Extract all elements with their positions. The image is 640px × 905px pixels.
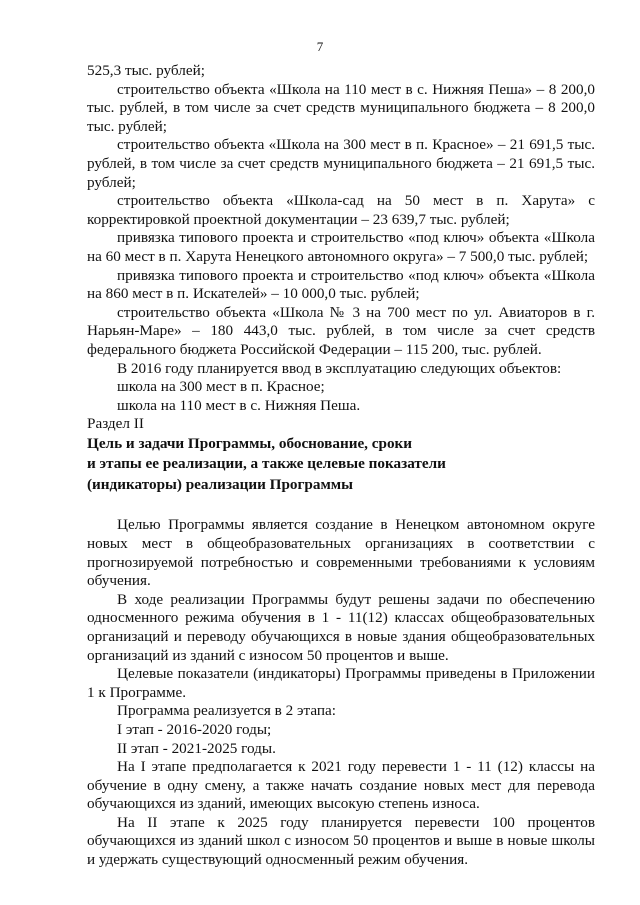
- paragraph-school-krasnoe: строительство объекта «Школа на 300 мест в п. Красное» – 21 691,5 тыс. рублей, в том числе за счет средств муниципального бюджета – 21 691,5 тыс. рублей;: [87, 136, 595, 191]
- section-title-line: Цель и задачи Программы, обоснование, сроки: [87, 434, 413, 452]
- list-item-school-nizhnyaya-pesha: школа на 110 мест в с. Нижняя Пеша.: [117, 396, 361, 414]
- paragraph-stage-1-details: На I этапе предполагается к 2021 году перевести 1 - 11 (12) классы на обучение в одну смену, а также начать создание новых мест для перевода обучающихся из зданий, имеющих высокую степень износа.: [87, 758, 595, 813]
- paragraph-school-haruta-60: привязка типового проекта и строительство «под ключ» объекта «Школа на 60 мест в п. Харута Ненецкого автономного округа» – 7 500,0 тыс. рублей;: [87, 229, 595, 265]
- paragraph-commissioning-2016: В 2016 году планируется ввод в эксплуатацию следующих объектов:: [117, 359, 562, 377]
- page-number: 7: [316, 39, 324, 54]
- paragraph-program-tasks: В ходе реализации Программы будут решены задачи по обеспечению односменного режима обучения в 1 - 11(12) классах общеобразовательных организаций и переводу обучающихся в новые здания общеобразовательных организаций из зданий с износом 50 процентов и выше.: [87, 590, 595, 664]
- paragraph-program-goal: Целью Программы является создание в Ненецком автономном округе новых мест в общеобразовательных организациях в соответствии с прогнозируемой потребностью и современными требованиями к условиям обучения.: [87, 516, 595, 590]
- paragraph-stages-intro: Программа реализуется в 2 этапа:: [117, 702, 336, 720]
- paragraph-school-iskateley: привязка типового проекта и строительство «под ключ» объекта «Школа на 860 мест в п. Искателей» – 10 000,0 тыс. рублей;: [87, 266, 595, 303]
- list-item-school-krasnoe: школа на 300 мест в п. Красное;: [117, 378, 325, 396]
- paragraph-stage-2-details: На II этапе к 2025 году планируется перевести 100 процентов обучающихся из зданий школ с износом 50 процентов и выше в новые школы и удержать существующий односменный режим обучения.: [87, 813, 595, 869]
- section-title-line: (индикаторы) реализации Программы: [87, 475, 353, 493]
- section-title-line: и этапы ее реализации, а также целевые показатели: [87, 455, 446, 473]
- section-title: [87, 434, 595, 496]
- section-label: Раздел II: [87, 415, 144, 433]
- paragraph-school-kindergarten-haruta: строительство объекта «Школа-сад на 50 мест в п. Харута» с корректировкой проектной документации – 23 639,7 тыс. рублей;: [87, 192, 595, 228]
- paragraph-stage-1: I этап - 2016-2020 годы;: [117, 720, 272, 738]
- paragraph-continuation: 525,3 тыс. рублей;: [87, 62, 205, 79]
- spacer: [87, 495, 595, 516]
- paragraph-stage-2: II этап - 2021-2025 годы.: [117, 739, 276, 757]
- paragraph-target-indicators: Целевые показатели (индикаторы) Программы приведены в Приложении 1 к Программе.: [87, 665, 595, 701]
- paragraph-school-nizhnyaya-pesha: строительство объекта «Школа на 110 мест в с. Нижняя Пеша» – 8 200,0 тыс. рублей, в том числе за счет средств муниципального бюджета – 8 200,0 тыс. рублей;: [87, 80, 595, 135]
- document-body: [87, 62, 595, 870]
- paragraph-school-3-naryan-mar: строительство объекта «Школа № 3 на 700 мест по ул. Авиаторов в г. Нарьян-Маре» – 180 443,0 тыс. рублей, в том числе за счет средств федерального бюджета Российской Федерации – 115 200, тыс. рублей.: [87, 303, 595, 358]
